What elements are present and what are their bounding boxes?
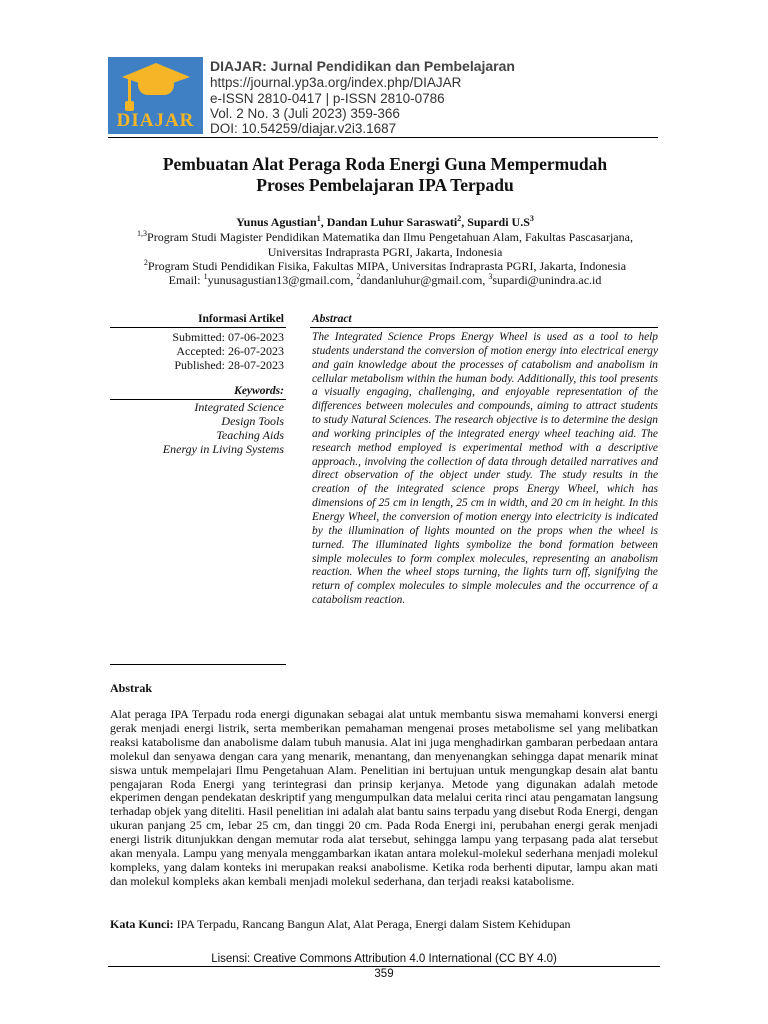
author: Yunus Agustian [236,215,317,229]
keyword: Teaching Aids [216,428,284,442]
abstrak-heading: Abstrak [110,681,153,695]
author: Dandan Luhur Saraswati [326,215,458,229]
page-number: 359 [374,968,394,980]
email-line: Email: $^1$yunusagustian13@gmail.com, $^2$dandanluhur@gmail.com, $^3$supardi@unindra.ac.id [168,272,602,287]
journal-url[interactable]: https://journal.yp3a.org/index.php/DIAJAR [210,75,462,90]
section-rule [110,664,286,665]
journal-logo [108,57,203,134]
email-link[interactable]: dandanluhur@gmail.com [360,273,483,287]
author-list: Yunus Agustian$^1$, Dandan Luhur Saraswati$^2$, Supardi $U.S^3$ [236,214,534,229]
footer-rule [108,966,660,967]
kata-kunci: Kata Kunci: IPA Terpadu, Rancang Bangun Alat, Alat Peraga, Energi dalam Sistem Kehidupan [110,917,571,931]
published-date: Published: 28-07-2023 [174,358,284,372]
journal-issn: e-ISSN 2810-0417 | p-ISSN 2810-0786 [210,91,445,106]
abstrak-text: Alat peraga IPA Terpadu roda energi digunakan sebagai alat untuk membantu siswa memahami konversi energi gerak menjadi energi listrik, serta memberikan pemahaman mengenai proses metabolisme sel yang melibatkan reaksi katabolisme dan anabolisme dalam tubuh manusia. Alat ini juga menghadirkan gambaran perbedaan antara molekul dan senyawa dengan cara yang menarik, menantang, dan menyenangkan sehingga dapat menarik minat siswa untuk mempelajari Ilmu Pengetahuan Alam. Penelitian ini bertujuan untuk mengungkap desain alat bantu pengajaran Roda Energi yang terintegrasi dan prinsip kerjanya. Metode yang digunakan adalah metode ekperimen dengan pendekatan deskriptif yang mengumpulkan data melalui cerita rinci atau pengamatan langsung terhadap objek yang diteliti. Hasil penelitian ini adalah alat bantu sains terpadu yang disebut Roda Energi, dengan ukuran panjang 25 cm, lebar 25 cm, dan tinggi 20 cm. Pada Roda Energi ini, perubahan energi gerak menjadi energi listrik ditunjukkan dengan memutar roda alat tersebut, sehingga lampu yang terpasang pada alat tersebut akan menyala. Lampu yang menyala menggambarkan ikatan antara molekul-molekul sederhana menjadi molekul kompleks, yang dalam konteks ini merupakan reaksi anabolisme. Ketika roda berhenti diputar, lampu akan mati dan molekul kompleks akan kembali menjadi molekul sederhana, dan terjadi reaksi katabolisme. [110,707,658,888]
abstract-heading: Abstract [312,313,352,325]
submitted-date: Submitted: 07-06-2023 [172,330,284,344]
journal-volume: Vol. 2 No. 3 (Juli 2023) 359-366 [210,106,400,121]
journal-title: DIAJAR: Jurnal Pendidikan dan Pembelajaran [210,58,515,74]
graduation-cap-icon [122,63,190,77]
logo-text: DIAJAR [116,110,195,131]
email-link[interactable]: supardi@unindra.ac.id [492,273,602,287]
license-text[interactable]: Lisensi: Creative Commons Attribution 4.0 International (CC BY 4.0) [211,953,557,965]
keywords-heading: Keywords: [234,385,284,397]
author: Supardi U.S [467,215,530,229]
abstract-rule [310,327,658,328]
article-info-heading: Informasi Artikel [198,313,284,325]
keyword: Design Tools [221,414,284,428]
keyword: Integrated Science [194,400,284,414]
keyword: Energy in Living Systems [162,442,284,456]
abstract-text: The Integrated Science Props Energy Wheel is used as a tool to help students understand the conversion of motion energy into electrical energy and gain knowledge about the processes of catabolism and anabolism in cellular metabolism within the human body. Additionally, this tool presents a visually engaging, challenging, and enjoyable representation of the differences between molecules and compounds, aiming to attract students to study Natural Sciences. The research objective is to determine the design and working principles of the integrated energy wheel teaching aid. The research method employed is experimental method with a descriptive approach., involving the collection of data through detailed narratives and direct observation of the object under study. The study results in the creation of the integrated science props Energy Wheel, which has dimensions of 25 cm in length, 25 cm in width, and 20 cm in height. In this Energy Wheel, the conversion of motion energy into electricity is indicated by the illumination of lights mounted on the props when the wheel is turned. The illuminated lights symbolize the bond formation between simple molecules to form complex molecules, representing an anabolism reaction. When the wheel stops turning, the lights turn off, signifying the return of complex molecules to simple molecules and the occurrence of a catabolism reaction. [312,331,658,607]
affiliation-2: $^2$Program Studi Pendidikan Fisika, Fakultas MIPA, Universitas Indraprasta PGRI, Jakarta, Indonesia [143,258,627,273]
email-link[interactable]: yunusagustian13@gmail.com [207,273,351,287]
affiliation-1: $^{1,3}$Program Studi Magister Pendidikan Matematika dan Ilmu Pengetahuan Alam, Fakultas Pascasarjana, [137,229,633,244]
paper-title: Pembuatan Alat Peraga Roda Energi Guna Mempermudah Proses Pembelajaran IPA Terpadu [162,154,608,195]
journal-doi[interactable]: DOI: 10.54259/diajar.v2i3.1687 [210,121,397,136]
affiliation-1-cont: Universitas Indraprasta PGRI, Jakarta, Indonesia [267,245,503,259]
accepted-date: Accepted: 26-07-2023 [176,344,284,358]
info-rule [110,327,286,328]
header-rule [108,137,658,138]
